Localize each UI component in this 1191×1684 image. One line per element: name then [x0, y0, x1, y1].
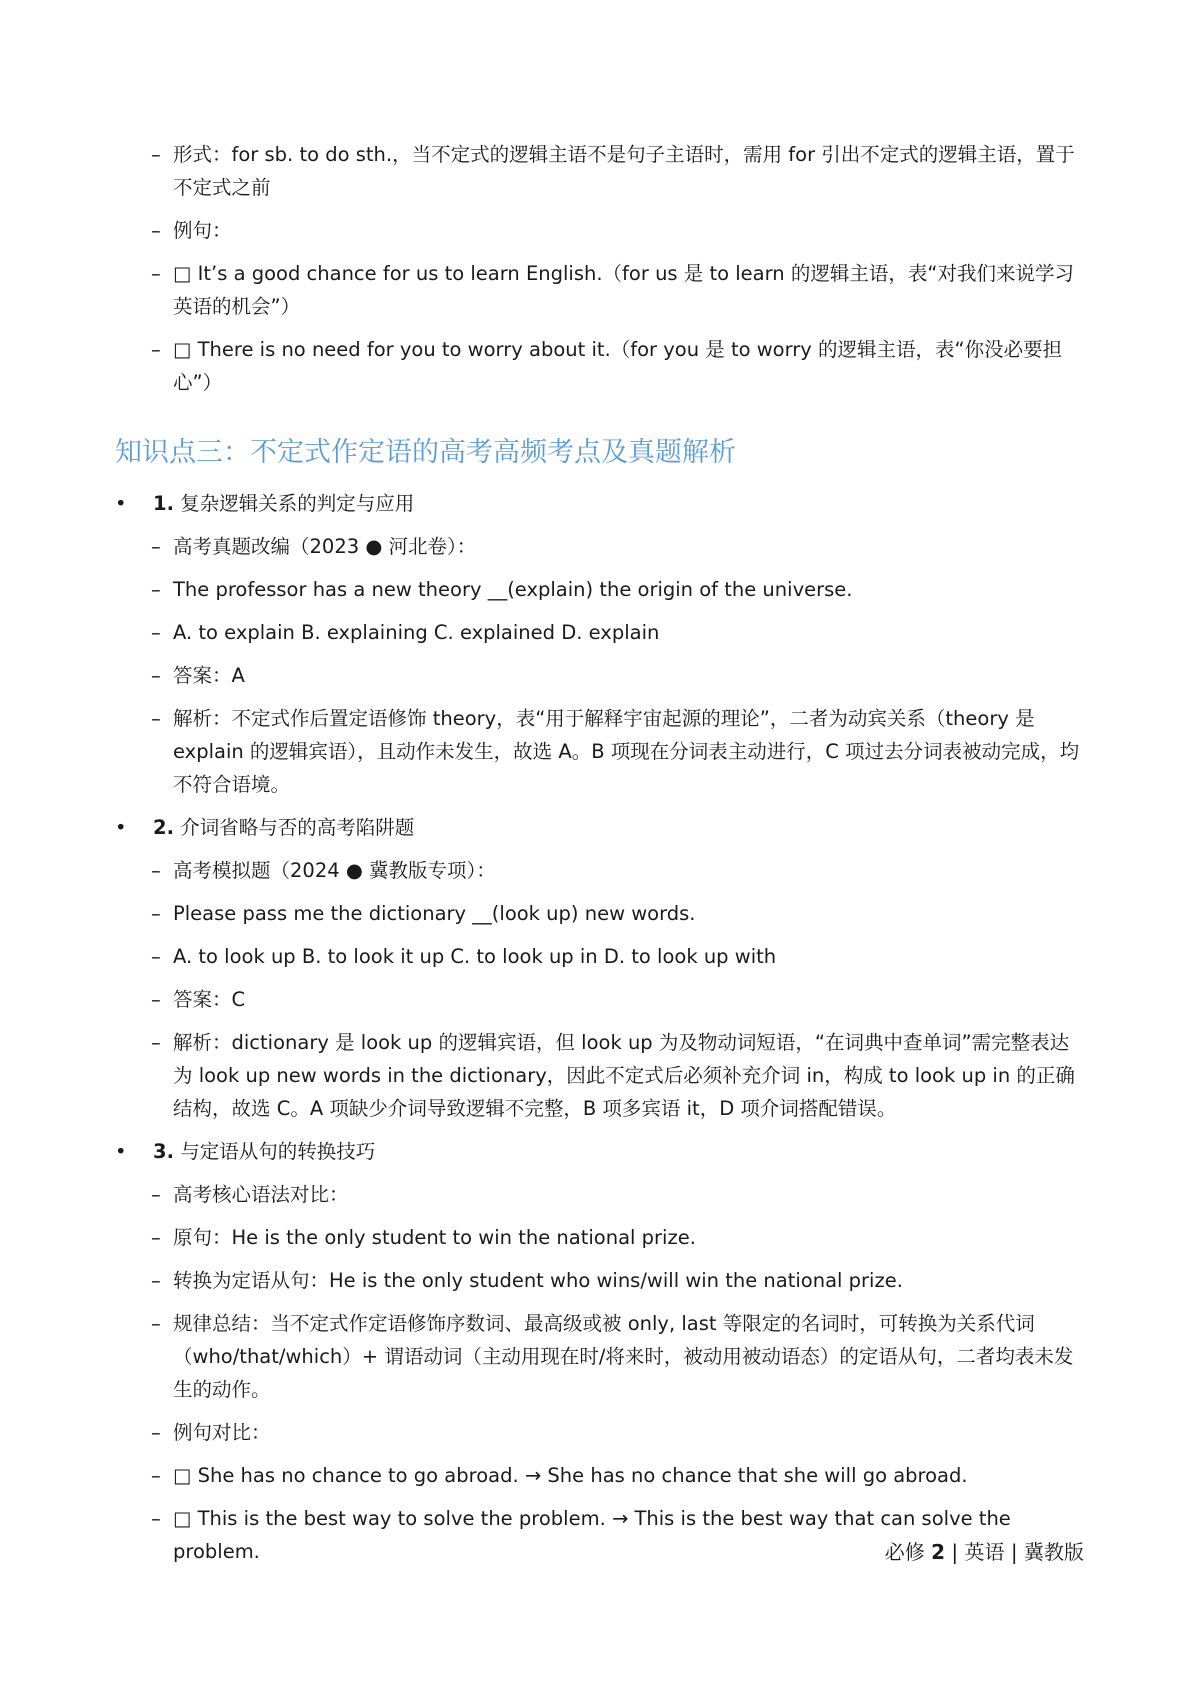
list-item: – 解析：不定式作后置定语修饰 theory，表“用于解释宇宙起源的理论”，二者为动宾关系（theory 是 explain 的逻辑宾语），且动作未发生，故选 A。B 项现在分词表主动进行，C 项过去分词表被动完成，均不符合语境。 — [135, 702, 1085, 801]
dash-marker: – — [151, 859, 161, 882]
dash-marker: – — [151, 707, 161, 730]
list-item: – A. to look up B. to look it up C. to look up in D. to look up with — [135, 940, 1085, 973]
bullet-marker: • — [115, 492, 127, 515]
list-item: – 解析：dictionary 是 look up 的逻辑宾语，但 look up 为及物动词短语，“在词典中查单词”需完整表达为 look up new words in the dictionary，因此不定式后必须补充介词 in，构成 to look up in 的正确结构，故选 C。A 项缺少介词导致逻辑不完整，B 项多宾语 it，D 项介词搭配错误。 — [135, 1026, 1085, 1125]
list-item: – 原句：He is the only student to win the national prize. — [135, 1221, 1085, 1254]
dash-marker: – — [151, 262, 161, 285]
list-item: – 答案：C — [135, 983, 1085, 1016]
dash-marker: – — [151, 621, 161, 644]
dash-marker: – — [151, 1464, 161, 1487]
dash-marker: – — [151, 535, 161, 558]
list-item: – 例句： — [135, 214, 1085, 247]
dash-marker: – — [151, 578, 161, 601]
list-item: – 高考真题改编（2023 ● 河北卷）： — [135, 530, 1085, 563]
dash-marker: – — [151, 988, 161, 1011]
dash-marker: – — [151, 1421, 161, 1444]
bullet-marker: • — [115, 1140, 127, 1163]
section-title-2: • 2. 介词省略与否的高考陷阱题 — [115, 811, 1085, 844]
dash-marker: – — [151, 1031, 161, 1054]
page-footer: 必修 2 | 英语 | 冀教版 — [884, 1540, 1084, 1564]
dash-marker: – — [151, 219, 161, 242]
dash-marker: – — [151, 945, 161, 968]
dash-marker: – — [151, 664, 161, 687]
list-item: – □ There is no need for you to worry about it.（for you 是 to worry 的逻辑主语，表“你没必要担心”） — [135, 333, 1085, 399]
list-item: – 转换为定语从句：He is the only student who wins/will win the national prize. — [135, 1264, 1085, 1297]
list-item: – 规律总结：当不定式作定语修饰序数词、最高级或被 only, last 等限定的名词时，可转换为关系代词（who/that/which）+ 谓语动词（主动用现在时/将来时，被动用被动语态）的定语从句，二者均表未发生的动作。 — [135, 1307, 1085, 1406]
dash-marker: – — [151, 1183, 161, 1206]
section-heading: 知识点三：不定式作定语的高考高频考点及真题解析 — [115, 437, 736, 468]
list-item: – □ This is the best way to solve the problem. → This is the best way that can solve the problem. — [135, 1502, 1085, 1568]
list-item: – 例句对比： — [135, 1416, 1085, 1449]
list-item: – Please pass me the dictionary __(look up) new words. — [135, 897, 1085, 930]
dash-marker: – — [151, 338, 161, 361]
section-title-1: • 1. 复杂逻辑关系的判定与应用 — [115, 487, 1085, 520]
list-item: – The professor has a new theory __(explain) the origin of the universe. — [135, 573, 1085, 606]
list-item: – □ It’s a good chance for us to learn English.（for us 是 to learn 的逻辑主语，表“对我们来说学习英语的机会”） — [135, 257, 1085, 323]
dash-marker: – — [151, 1507, 161, 1530]
list-item: – □ She has no chance to go abroad. → She has no chance that she will go abroad. — [135, 1459, 1085, 1492]
bullet-marker: • — [115, 816, 127, 839]
dash-marker: – — [151, 1312, 161, 1335]
list-item: – A. to explain B. explaining C. explained D. explain — [135, 616, 1085, 649]
list-item: – 形式：for sb. to do sth.，当不定式的逻辑主语不是句子主语时，需用 for 引出不定式的逻辑主语，置于不定式之前 — [135, 138, 1085, 204]
page-content — [115, 138, 1085, 1578]
dash-marker: – — [151, 1226, 161, 1249]
section-title-3: • 3. 与定语从句的转换技巧 — [115, 1135, 1085, 1168]
list-item: – 高考核心语法对比： — [135, 1178, 1085, 1211]
dash-marker: – — [151, 902, 161, 925]
dash-marker: – — [151, 1269, 161, 1292]
dash-marker: – — [151, 143, 161, 166]
list-item: – 高考模拟题（2024 ● 冀教版专项）： — [135, 854, 1085, 887]
list-item: – 答案：A — [135, 659, 1085, 692]
